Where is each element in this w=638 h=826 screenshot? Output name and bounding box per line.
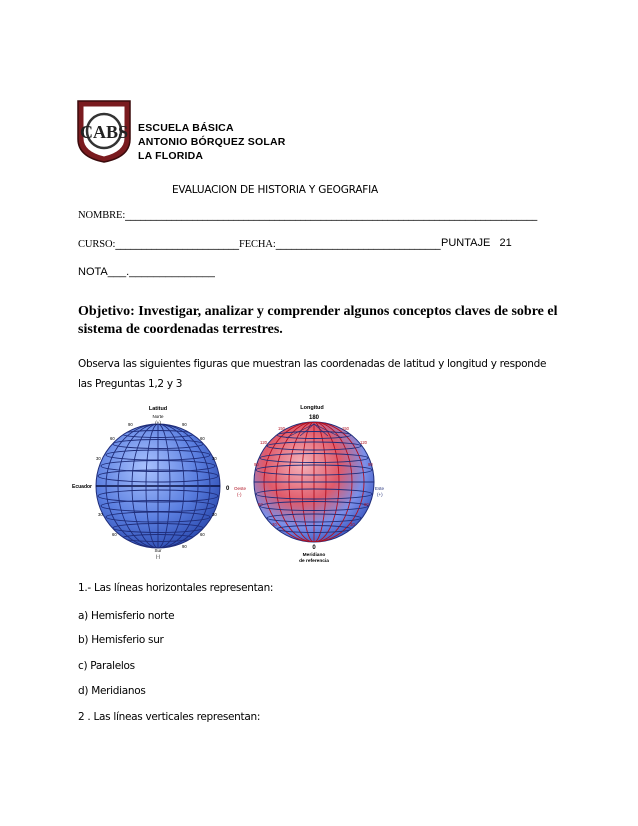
longitude-west: Oeste xyxy=(234,486,247,491)
school-line-1: ESCUELA BÁSICA xyxy=(138,122,234,134)
school-logo xyxy=(74,99,134,163)
longitude-east-sign: (+) xyxy=(377,492,383,497)
latitude-north: Norte xyxy=(152,414,164,419)
latitude-globe xyxy=(72,406,230,559)
school-line-3: LA FLORIDA xyxy=(138,150,204,162)
instructions-text: Observa las siguientes figuras que muestran las coordenadas de latitud y longitud y responde las Preguntas 1,2 y 3 xyxy=(78,358,547,390)
lon-tick-left: 90 xyxy=(254,462,259,467)
lat-tick: 30 xyxy=(212,512,217,517)
fecha-label: FECHA: xyxy=(238,239,276,250)
nota-row xyxy=(78,266,215,278)
nombre-row xyxy=(78,209,537,221)
puntaje-value: 21 xyxy=(499,237,512,249)
lon-tick-left: 150 xyxy=(278,426,285,431)
lat-tick: 90 xyxy=(128,422,133,427)
objective-text: Objetivo: Investigar, analizar y comprender algunos conceptos claves de sobre el sistema de coordenadas terrestres. xyxy=(78,304,558,337)
lat-tick: 90 xyxy=(182,422,187,427)
longitude-east: Este xyxy=(375,486,385,491)
curso-label: CURSO: xyxy=(78,239,116,250)
lon-tick-left: 120 xyxy=(260,440,267,445)
latitude-south: Sur xyxy=(154,548,162,553)
school-line-2: ANTONIO BÓRQUEZ SOLAR xyxy=(138,136,286,148)
school-name xyxy=(138,121,286,163)
latitude-title: Latitud xyxy=(148,406,168,412)
longitude-title: Longitud xyxy=(300,405,324,411)
meridian-label-1: Meridiano xyxy=(302,553,326,558)
lat-tick: 60 xyxy=(200,532,205,537)
equator-label: Ecuador xyxy=(72,484,93,490)
curso-blank[interactable]: ________________________ xyxy=(115,238,239,250)
lon-tick-left: 60 xyxy=(258,502,263,507)
lat-tick: 60 xyxy=(200,436,205,441)
nombre-blank[interactable]: ________________________________________________________________________________ xyxy=(125,209,538,221)
longitude-globe xyxy=(234,405,385,564)
evaluation-title: EVALUACION DE HISTORIA Y GEOGRAFIA xyxy=(172,184,379,196)
puntaje-row xyxy=(441,237,512,249)
option-a[interactable]: a) Hemisferio norte xyxy=(78,610,175,622)
lat-tick: 30 xyxy=(212,456,217,461)
latitude-south-sign: (-) xyxy=(155,554,161,559)
latitude-zero: 0 xyxy=(226,486,230,492)
nota-blank[interactable]: ___.______________ xyxy=(107,266,215,278)
option-b[interactable]: b) Hemisferio sur xyxy=(78,634,164,646)
lon-tick-right: 120 xyxy=(360,440,367,445)
lon-tick-right: 60 xyxy=(364,502,369,507)
option-c[interactable]: c) Paralelos xyxy=(78,660,135,672)
question-2: 2 . Las líneas verticales representan: xyxy=(78,711,261,723)
longitude-west-sign: (-) xyxy=(237,492,242,497)
lat-tick: 30 xyxy=(96,456,101,461)
meridian-label-2: de referencia xyxy=(299,559,329,564)
lon-tick-right: 90 xyxy=(368,462,373,467)
latitude-north-sign: (+) xyxy=(155,420,161,425)
curso-row xyxy=(78,238,441,250)
lon-tick-right: 150 xyxy=(342,426,349,431)
lon-tick-right: 30 xyxy=(350,522,355,527)
longitude-zero: 0 xyxy=(312,545,316,551)
lon-tick-left: 30 xyxy=(272,522,277,527)
lat-tick: 30 xyxy=(98,512,103,517)
nota-label: NOTA xyxy=(78,266,108,278)
option-d[interactable]: d) Meridianos xyxy=(78,685,146,697)
puntaje-label: PUNTAJE xyxy=(441,237,491,249)
lat-tick: 60 xyxy=(112,532,117,537)
lat-tick: 90 xyxy=(182,544,187,549)
nombre-label: NOMBRE: xyxy=(78,210,126,221)
lat-tick: 60 xyxy=(110,436,115,441)
longitude-top: 180 xyxy=(308,415,320,421)
coordinates-figure xyxy=(72,398,402,568)
fecha-blank[interactable]: ________________________________ xyxy=(275,238,441,250)
question-1: 1.- Las líneas horizontales representan: xyxy=(78,582,274,594)
logo-text: CABS xyxy=(79,122,129,142)
